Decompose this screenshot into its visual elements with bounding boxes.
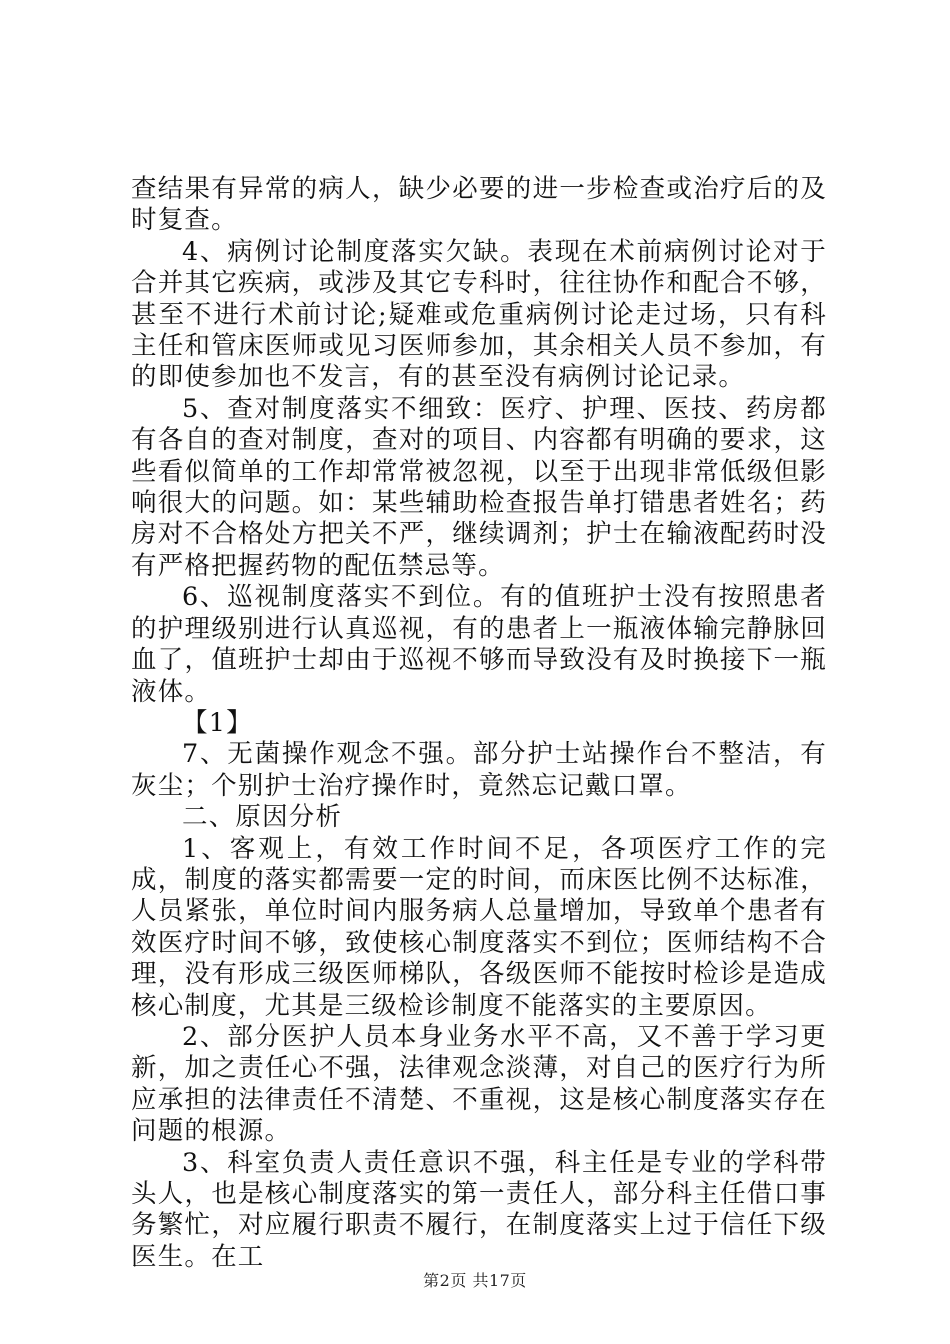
- paragraph: 6、巡视制度落实不到位。有的值班护士没有按照患者的护理级别进行认真巡视，有的患者上一瓶液体输完静脉回血了，值班护士却由于巡视不够而导致没有及时换接下一瓶液体。: [131, 582, 827, 707]
- document-body: [131, 174, 827, 1273]
- paragraph: 3、科室负责人责任意识不强，科主任是专业的学科带头人，也是核心制度落实的第一责任人，部分科主任借口事务繁忙，对应履行职责不履行，在制度落实上过于信任下级医生。在工: [131, 1147, 827, 1272]
- paragraph: 5、查对制度落实不细致：医疗、护理、医技、药房都有各自的查对制度，查对的项目、内容都有明确的要求，这些看似简单的工作却常常被忽视，以至于出现非常低级但影响很大的问题。如：某些辅助检查报告单打错患者姓名；药房对不合格处方把关不严，继续调剂；护士在输液配药时没有严格把握药物的配伍禁忌等。: [131, 393, 827, 581]
- section-heading: 二、原因分析: [182, 802, 343, 833]
- paragraph: 查结果有异常的病人，缺少必要的进一步检查或治疗后的及时复查。: [131, 174, 827, 236]
- paragraph: 4、病例讨论制度落实欠缺。表现在术前病例讨论对于合并其它疾病，或涉及其它专科时，往往协作和配合不够，甚至不进行术前讨论;疑难或危重病例讨论走过场，只有科主任和管床医师或见习医师参加，其余相关人员不参加，有的即使参加也不发言，有的甚至没有病例讨论记录。: [131, 236, 827, 393]
- page-footer: 第2页 共17页: [423, 1271, 527, 1290]
- paragraph: 1、客观上，有效工作时间不足，各项医疗工作的完成，制度的落实都需要一定的时间，而床医比例不达标准，人员紧张，单位时间内服务病人总量增加，导致单个患者有效医疗时间不够，致使核心制度落实不到位；医师结构不合理，没有形成三级医师梯队，各级医师不能按时检诊是造成核心制度，尤其是三级检诊制度不能落实的主要原因。: [131, 833, 827, 1021]
- paragraph: 7、无菌操作观念不强。部分护士站操作台不整洁，有灰尘；个别护士治疗操作时，竟然忘记戴口罩。: [131, 739, 827, 801]
- reference-marker: 【1】: [182, 707, 253, 738]
- paragraph: 2、部分医护人员本身业务水平不高，又不善于学习更新，加之责任心不强，法律观念淡薄，对自己的医疗行为所应承担的法律责任不清楚、不重视，这是核心制度落实存在问题的根源。: [131, 1021, 827, 1147]
